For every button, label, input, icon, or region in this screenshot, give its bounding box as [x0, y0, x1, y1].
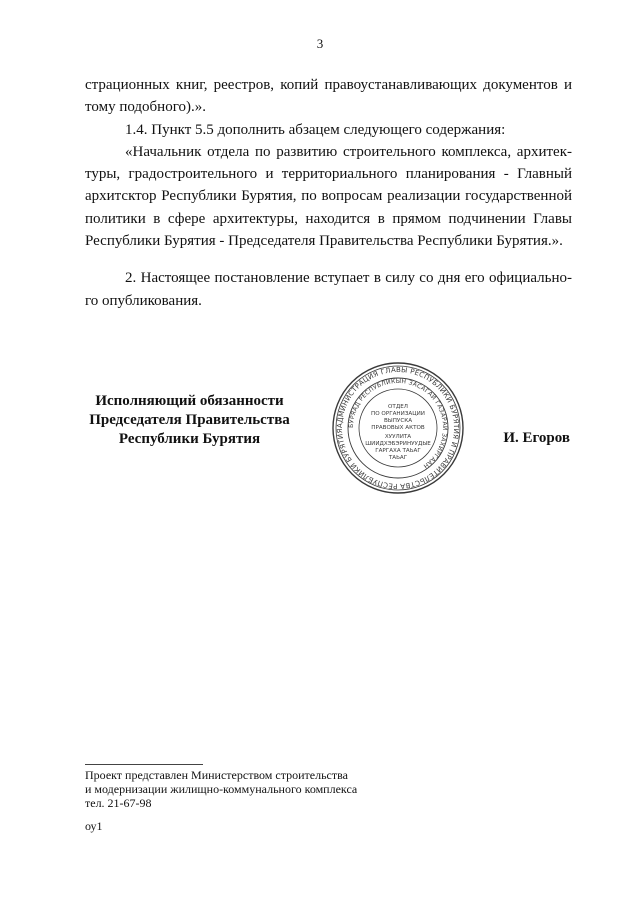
paragraph-continuation: страционных книг, реестров, копий правоустанавливающих документов и тому подобного).». [85, 77, 572, 116]
footnote-line: тел. 21-67-98 [85, 796, 152, 810]
seal-center-line: ПО ОРГАНИЗАЦИИ [371, 411, 425, 417]
footnote [85, 768, 357, 810]
seal-center-line: ТАЬАГ [388, 455, 408, 461]
official-seal [331, 361, 465, 495]
seal-inner-text: БУРЯАД РЕСПУБЛИКЫН ЗАСАГАЙ ГАЗАРАЙ ЗАХИРГААН [347, 377, 449, 470]
seal-center-line: ОТДЕЛ [388, 404, 408, 410]
document-body [85, 74, 572, 312]
seal-center-line: ШИИДХЭБЭРИНУУДЫЕ [365, 441, 431, 447]
seal-center-line: ХУУЛИТА [384, 434, 412, 440]
document-code: оу1 [85, 819, 103, 833]
paragraph-effective-date: 2. Настоящее постановление вступает в силу со дня его официально-го опубликования. [85, 270, 572, 309]
signer-title-line: Председателя Правительства [89, 412, 290, 428]
seal-center-line: ПРАВОВЫХ АКТОВ [371, 425, 425, 431]
signer-title-line: Республики Бурятия [118, 431, 261, 447]
footnote-divider [85, 764, 203, 765]
paragraph-amendment-1-4: 1.4. Пункт 5.5 дополнить абзацем следующего содержания: [125, 121, 506, 138]
footnote-line: Проект представлен Министерством строительства [85, 768, 348, 782]
paragraph-quoted-text: «Начальник отдела по развитию строительного комплекса, архитек-туры, градостроительного и территориального планирования - Главный архитсктор Республики Бурятия, по вопросам реализации государственной политики в сфере архитектуры, находится в прямом подчинении Главы Республики Бурятия - Председателя Правительства Республики Бурятия.». [85, 143, 572, 250]
seal-center-line: ВЫПУСКА [383, 418, 413, 424]
signer-title-line: Исполняющий обязанности [95, 393, 284, 409]
signer-name: И. Егоров [503, 430, 570, 446]
page-number: 3 [316, 36, 324, 51]
seal-outer-text: АДМИНИСТРАЦИЯ ГЛАВЫ РЕСПУБЛИКИ БУРЯТИЯ И ПРАВИТЕЛЬСТВА РЕСПУБЛИКИ БУРЯТИЯ [335, 365, 461, 491]
seal-graphic [331, 361, 465, 495]
footnote-line: и модернизации жилищно-коммунального комплекса [85, 782, 358, 796]
seal-center-line: ГАРГАХА ТАЬАГ [375, 448, 421, 454]
signer-title [82, 392, 297, 449]
